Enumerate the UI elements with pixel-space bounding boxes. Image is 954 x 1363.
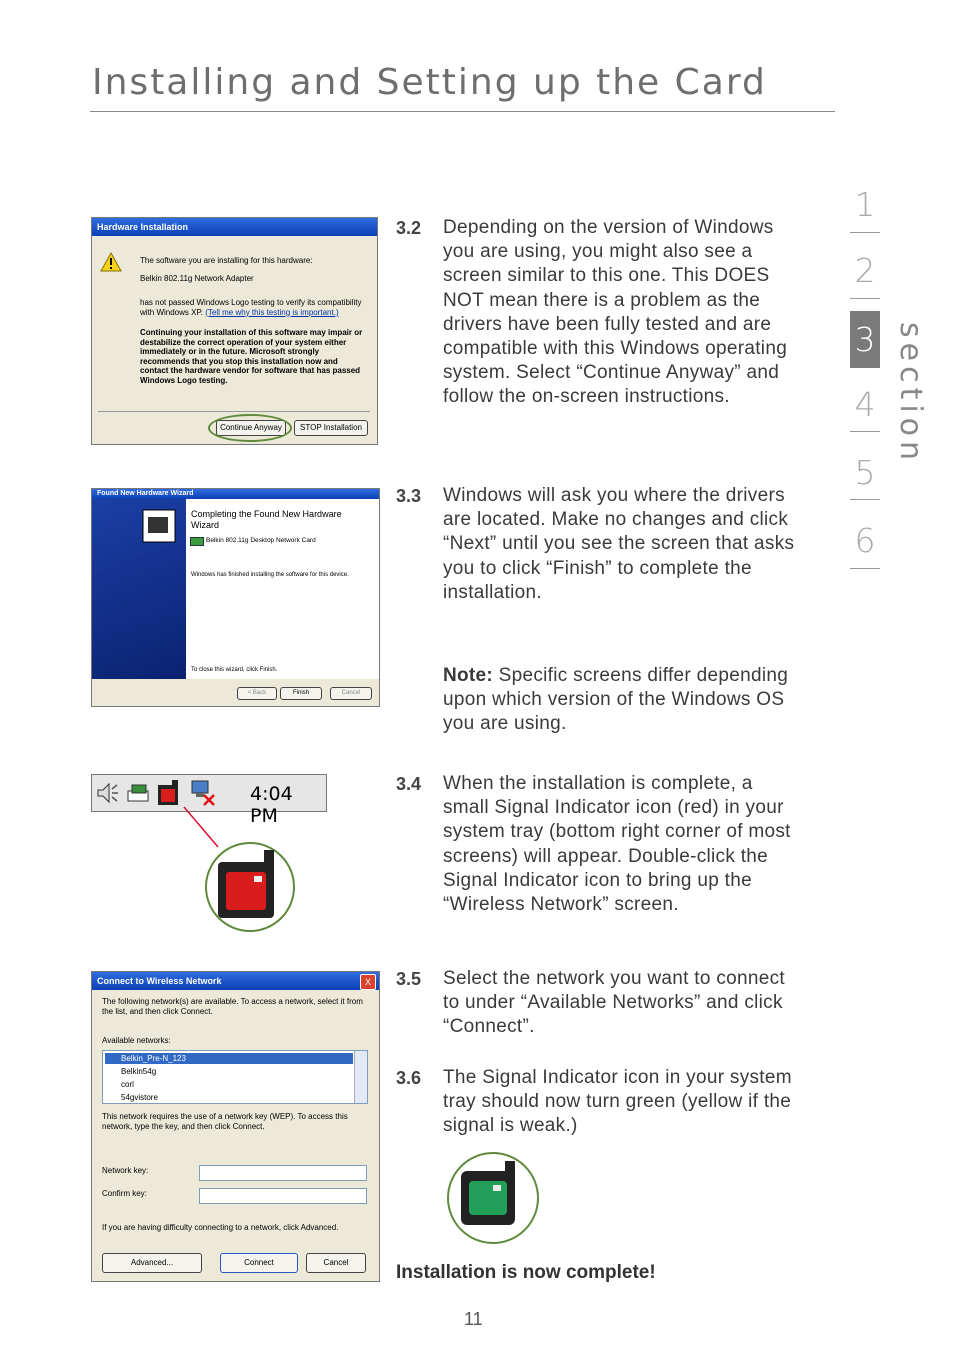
close-button[interactable]: X bbox=[360, 974, 376, 990]
step-number: 3.6 bbox=[396, 1068, 422, 1088]
completion-message: Installation is now complete! bbox=[396, 1262, 656, 1283]
step-number: 3.4 bbox=[396, 774, 422, 794]
hardware-wizard-icon bbox=[142, 509, 176, 543]
section-number-6: 6 bbox=[854, 521, 876, 560]
volume-icon[interactable] bbox=[96, 781, 120, 805]
green-signal-icon bbox=[445, 1151, 541, 1245]
page-title: Installing and Setting up the Card bbox=[92, 62, 767, 103]
disconnected-network-icon[interactable] bbox=[188, 779, 218, 807]
wep-text: This network requires the use of a network key (WEP). To access this network, type the key, and then click Connect. bbox=[102, 1112, 367, 1131]
list-scrollbar[interactable] bbox=[354, 1051, 367, 1103]
stop-installation-button[interactable]: STOP Installation bbox=[294, 420, 368, 436]
section-divider bbox=[850, 431, 880, 432]
continue-anyway-button[interactable]: Continue Anyway bbox=[216, 420, 286, 436]
device-name: Belkin 802.11g Desktop Network Card bbox=[206, 537, 316, 544]
step-number: 3.2 bbox=[396, 218, 422, 238]
confirm-key-label: Confirm key: bbox=[102, 1189, 147, 1198]
highlight-ring bbox=[208, 414, 292, 442]
back-button[interactable]: < Back bbox=[237, 687, 277, 700]
network-item[interactable]: 54gvistore bbox=[121, 1093, 158, 1102]
section-number-3-active: 3 bbox=[850, 311, 880, 368]
warning-icon bbox=[100, 252, 122, 272]
section-divider bbox=[850, 232, 880, 233]
advanced-hint: If you are having difficulty connecting to a network, click Advanced. bbox=[102, 1223, 339, 1232]
network-item[interactable]: corl bbox=[121, 1080, 134, 1089]
section-number-1: 1 bbox=[854, 185, 876, 224]
finish-button[interactable]: Finish bbox=[280, 687, 322, 700]
section-divider bbox=[850, 298, 880, 299]
divider bbox=[98, 411, 370, 412]
red-signal-icon-enlarged bbox=[204, 840, 296, 934]
network-connection-icon[interactable] bbox=[124, 781, 152, 805]
wizard-text: Windows has finished installing the software for this device. bbox=[191, 572, 349, 578]
hardware-installation-screenshot bbox=[91, 217, 378, 445]
page-number: 11 bbox=[464, 1309, 483, 1329]
step-text: Depending on the version of Windows you are using, you might also see a screen similar to this one. This DOES NOT mean there is a problem as the drivers have been fully tested and are compatible with this Windows operating system. Select “Continue Anyway” and follow the on-screen instructions. bbox=[443, 217, 788, 408]
window-title: Hardware Installation bbox=[92, 218, 377, 236]
network-item[interactable]: Belkin54g bbox=[121, 1067, 157, 1076]
available-networks-label: Available networks: bbox=[102, 1036, 171, 1045]
title-rule bbox=[90, 111, 835, 112]
window-title-text: Connect to Wireless Network bbox=[97, 976, 222, 986]
note bbox=[443, 664, 803, 737]
cancel-button[interactable]: Cancel bbox=[306, 1253, 366, 1273]
section-label: section bbox=[893, 322, 928, 466]
device-name: Belkin 802.11g Network Adapter bbox=[140, 274, 254, 283]
network-item[interactable]: Belkin_Pre-N_123 bbox=[121, 1054, 186, 1063]
step-text: Windows will ask you where the drivers are located. Make no changes and click “Next” until you see the screen that asks you to click “Finish” to complete the installation. bbox=[443, 485, 795, 603]
dialog-text: The software you are installing for this hardware: bbox=[140, 256, 313, 265]
connect-wireless-screenshot bbox=[91, 971, 380, 1282]
warning-text: Continuing your installation of this software may impair or destabilize the correct operation of your system either immediately or in the future. Microsoft strongly recommends that you stop this installation now and contact the hardware vendor for software that has passed Windows Logo testing. bbox=[140, 328, 363, 385]
step-number: 3.5 bbox=[396, 969, 422, 989]
step-number: 3.3 bbox=[396, 486, 422, 506]
wizard-text: To close this wizard, click Finish. bbox=[191, 667, 278, 673]
network-card-icon bbox=[190, 537, 204, 546]
wizard-screenshot bbox=[91, 488, 380, 707]
note-label: Note: bbox=[443, 665, 494, 686]
step-text: Select the network you want to connect to under “Available Networks” and click “Connect”. bbox=[443, 968, 785, 1038]
network-key-input[interactable] bbox=[199, 1165, 367, 1181]
logo-test-text: has not passed Windows Logo testing to verify its compatibility with Windows XP. bbox=[140, 298, 362, 317]
section-number-4: 4 bbox=[854, 385, 876, 424]
intro-text: The following network(s) are available. To access a network, select it from the list, and then click Connect. bbox=[102, 997, 363, 1016]
section-divider bbox=[850, 499, 880, 500]
advanced-button[interactable]: Advanced... bbox=[102, 1253, 202, 1273]
network-list[interactable] bbox=[102, 1050, 368, 1104]
wizard-heading: Completing the Found New Hardware Wizard bbox=[191, 509, 342, 530]
section-divider bbox=[850, 568, 880, 569]
dialog-text bbox=[140, 298, 365, 317]
network-key-label: Network key: bbox=[102, 1166, 149, 1175]
clock-time: 4:04 PM bbox=[250, 783, 293, 827]
cancel-button[interactable]: Cancel bbox=[330, 687, 372, 700]
help-link[interactable]: (Tell me why this testing is important.) bbox=[205, 307, 339, 317]
step-text: The Signal Indicator icon in your system tray should now turn green (yellow if the signal is weak.) bbox=[443, 1067, 792, 1137]
connect-button[interactable]: Connect bbox=[220, 1253, 298, 1273]
section-number-2: 2 bbox=[854, 251, 876, 290]
red-signal-icon[interactable] bbox=[156, 779, 182, 807]
window-title: Found New Hardware Wizard bbox=[92, 489, 379, 499]
note-text: Specific screens differ depending upon which version of the Windows OS you are using. bbox=[443, 665, 789, 735]
step-text: When the installation is complete, a small Signal Indicator icon (red) in your system tray (bottom right corner of most screens) will appear. Double-click the Signal Indicator icon to bring up the “Wireless Network” screen. bbox=[443, 773, 791, 916]
confirm-key-input[interactable] bbox=[199, 1188, 367, 1204]
section-number-5: 5 bbox=[854, 453, 876, 492]
window-title bbox=[92, 972, 379, 990]
